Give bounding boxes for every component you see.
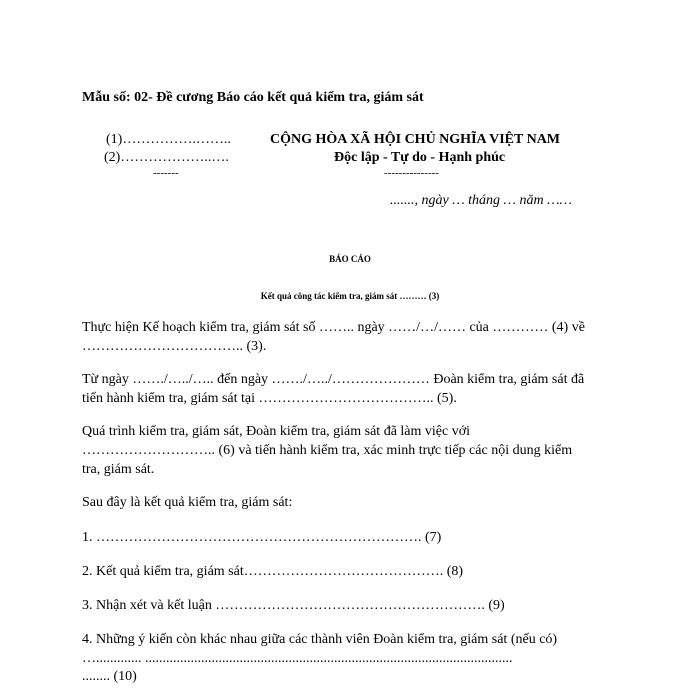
- paragraph-3-line-2: ……………………….. (6) và tiến hành kiểm tra, xác minh trực tiếp các nội dung kiểm: [82, 443, 573, 458]
- paragraph-2-line-2: tiến hành kiểm tra, giám sát tại ……………………………….. (5).: [82, 391, 457, 406]
- paragraph-4: Sau đây là kết quả kiểm tra, giám sát:: [82, 495, 293, 510]
- agency-line-2: (2)………………..….: [104, 150, 229, 165]
- list-item-1: 1. ……………………………………………………………. (7): [82, 530, 442, 545]
- list-item-4-line-3: ........ (10): [82, 669, 137, 684]
- list-item-2: 2. Kết quả kiểm tra, giám sát……………………………………. (8): [82, 564, 464, 579]
- list-item-3: 3. Nhận xét và kết luận …………………………………………………. (9): [82, 598, 505, 613]
- agency-line-1: (1)…………….……..: [106, 132, 231, 147]
- report-title: BÁO CÁO: [329, 254, 371, 264]
- paragraph-3-line-1: Quá trình kiểm tra, giám sát, Đoàn kiểm tra, giám sát đã làm việc với: [82, 424, 471, 439]
- country-name: CỘNG HÒA XÃ HỘI CHỦ NGHĨA VIỆT NAM: [270, 132, 561, 147]
- agency-divider: -------: [153, 167, 179, 179]
- national-motto: Độc lập - Tự do - Hạnh phúc: [334, 150, 506, 165]
- report-subtitle: Kết quả công tác kiểm tra, giám sát ……… (3): [260, 291, 440, 301]
- paragraph-3-line-3: tra, giám sát.: [82, 462, 155, 477]
- paragraph-1-line-1: Thực hiện Kế hoạch kiểm tra, giám sát số …….. ngày ……/…/…… của ………… (4) về: [82, 320, 585, 335]
- paragraph-1-line-2: …………………………….. (3).: [82, 339, 267, 354]
- list-item-4-line-2: …............. .........................................................................................................: [82, 651, 513, 666]
- date-line: ......., ngày … tháng … năm ……: [390, 193, 573, 208]
- paragraph-2-line-1: Từ ngày ……./…../….. đến ngày ……./…../………………… Đoàn kiểm tra, giám sát đã: [82, 372, 585, 387]
- list-item-4-line-1: 4. Những ý kiến còn khác nhau giữa các thành viên Đoàn kiểm tra, giám sát (nếu có): [82, 632, 558, 647]
- form-title: Mẫu số: 02- Đề cương Báo cáo kết quả kiểm tra, giám sát: [82, 90, 424, 105]
- motto-divider: ---------------: [384, 167, 439, 179]
